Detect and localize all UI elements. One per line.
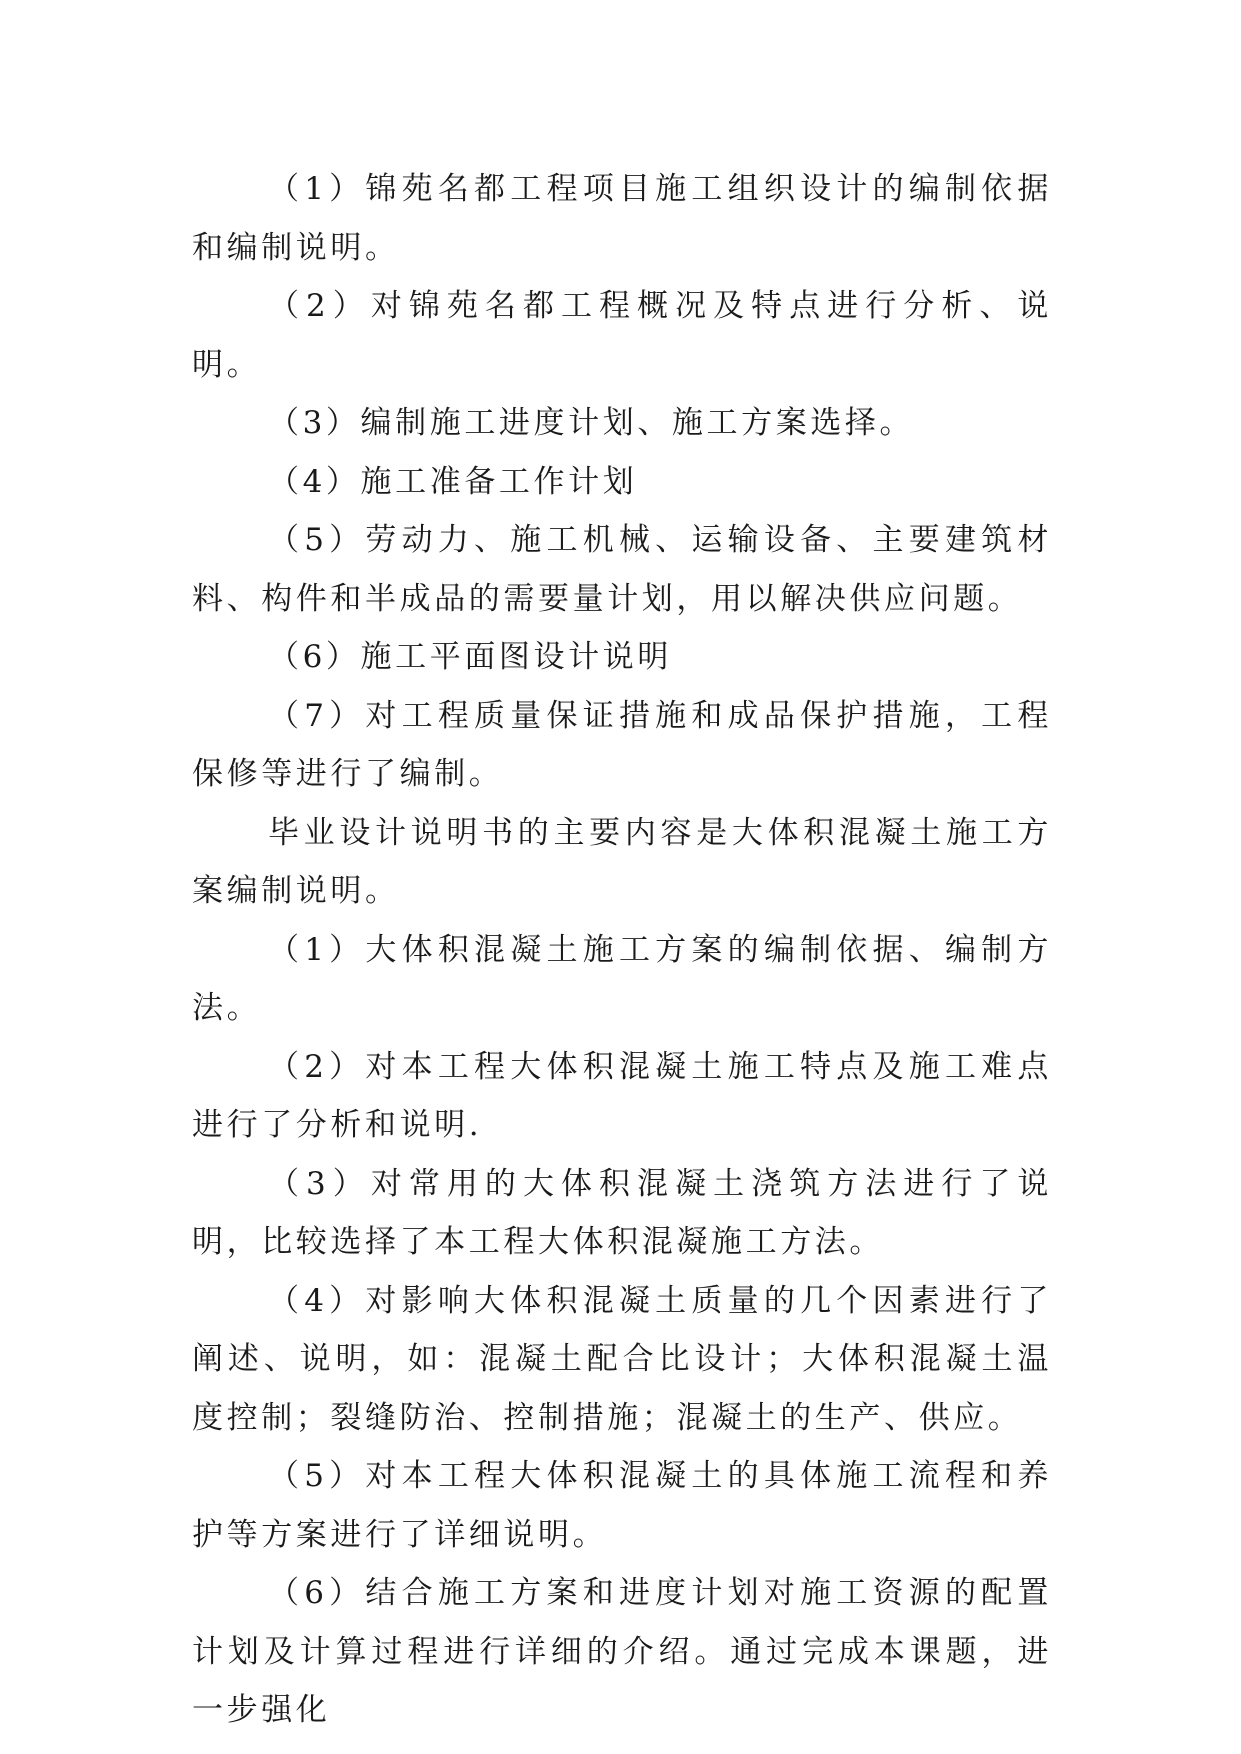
paragraph-item-6: （6）施工平面图设计说明 — [268, 639, 672, 675]
paragraph-item-8: （1）大体积混凝土施工方案的编制依据、编制方法。 — [192, 931, 1052, 1026]
paragraph-item-12: （5）对本工程大体积混凝土的具体施工流程和养护等方案进行了详细说明。 — [192, 1458, 1052, 1553]
paragraph-item-13: （6）结合施工方案和进度计划对施工资源的配置计划及计算过程进行详细的介绍。通过完成本课题，进一步强化 — [192, 1575, 1052, 1728]
paragraph-item-3: （3）编制施工进度计划、施工方案选择。 — [268, 405, 915, 441]
paragraph-item-5: （5）劳动力、施工机械、运输设备、主要建筑材料、构件和半成品的需要量计划，用以解决供应问题。 — [192, 522, 1052, 617]
paragraph-item-4: （4）施工准备工作计划 — [268, 463, 638, 500]
paragraph-item-1: （1）锦苑名都工程项目施工组织设计的编制依据和编制说明。 — [192, 171, 1052, 266]
paragraph-item-9: （2）对本工程大体积混凝土施工特点及施工难点进行了分析和说明. — [192, 1048, 1052, 1143]
paragraph-item-7: （7）对工程质量保证措施和成品保护措施，工程保修等进行了编制。 — [192, 697, 1052, 792]
paragraph-item-11: （4）对影响大体积混凝土质量的几个因素进行了阐述、说明，如：混凝土配合比设计；大体积混凝土温度控制；裂缝防治、控制措施；混凝土的生产、供应。 — [192, 1282, 1052, 1436]
paragraph-intro: 毕业设计说明书的主要内容是大体积混凝土施工方案编制说明。 — [192, 814, 1052, 909]
paragraph-item-2: （2）对锦苑名都工程概况及特点进行分析、说明。 — [192, 288, 1052, 383]
body-text — [192, 160, 1052, 1740]
paragraph-item-10: （3）对常用的大体积混凝土浇筑方法进行了说明，比较选择了本工程大体积混凝施工方法。 — [192, 1165, 1052, 1260]
